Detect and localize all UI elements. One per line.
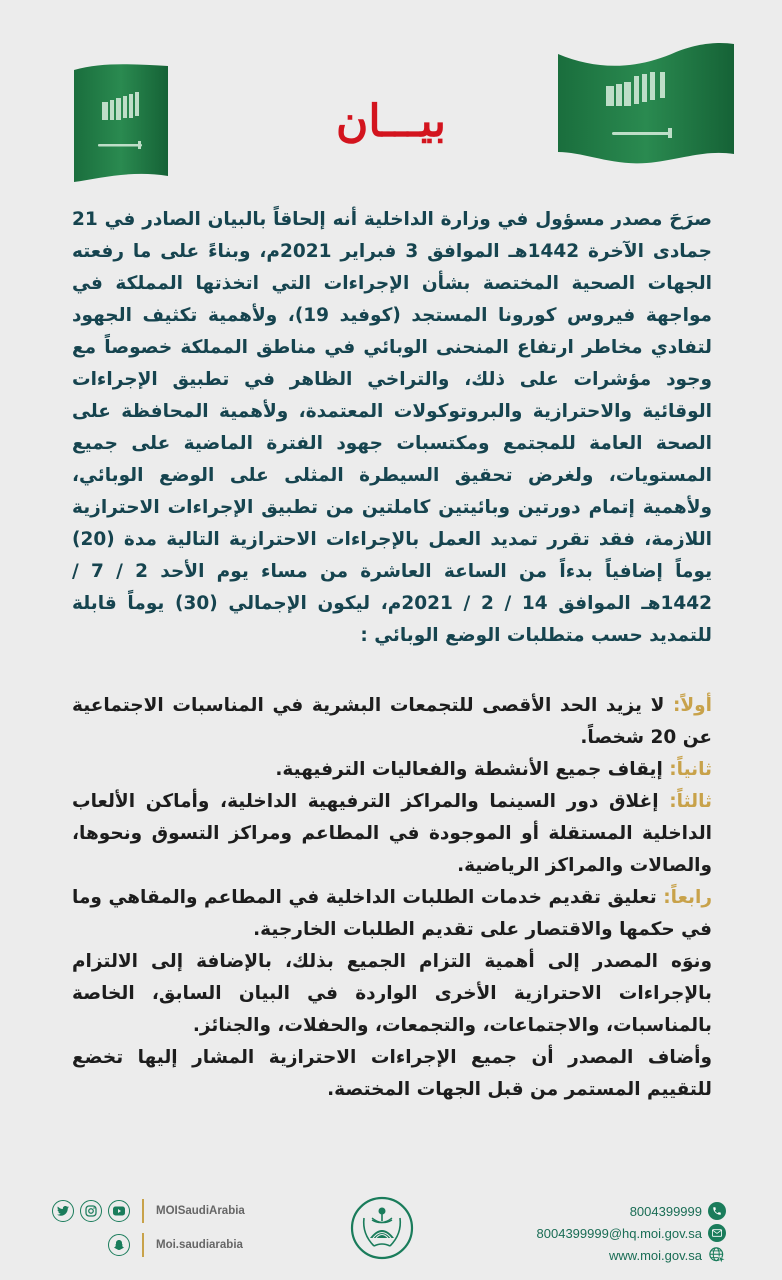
statement-note-evaluation: وأضاف المصدر أن جميع الإجراءات الاحترازية المشار إليها تخضع للتقييم المستمر من قبل الجهات المختصة. xyxy=(72,1047,712,1100)
measure-text: لا يزيد الحد الأقصى للتجمعات البشرية في المناسبات الاجتماعية عن 20 شخصاً. xyxy=(72,695,712,748)
measure-item-2 xyxy=(72,754,712,786)
contact-website xyxy=(537,1244,726,1266)
measure-text: إيقاف جميع الأنشطة والفعاليات الترفيهية. xyxy=(275,759,670,780)
measure-item-3 xyxy=(72,786,712,882)
measure-item-4 xyxy=(72,882,712,946)
social-handle[interactable]: Moi.saudiarabia xyxy=(156,1239,243,1251)
globe-icon xyxy=(708,1246,726,1264)
measure-text: تعليق تقديم خدمات الطلبات الداخلية في المطاعم والمقاهي وما في حكمها والاقتصار على تقديم الطلبات الخارجية. xyxy=(72,887,712,940)
measure-label: رابعاً: xyxy=(663,887,712,908)
email-address[interactable]: 8004399999@hq.moi.gov.sa xyxy=(536,1225,702,1241)
measure-label: ثالثاً: xyxy=(669,791,712,812)
social-handle[interactable]: MOISaudiArabia xyxy=(156,1205,245,1217)
divider xyxy=(142,1199,144,1223)
phone-number[interactable]: 8004399999 xyxy=(629,1203,702,1219)
statement-intro: صرَحَ مصدر مسؤول في وزارة الداخلية أنه إلحاقاً بالبيان الصادر في 21 جمادى الآخرة 1442هـ الموافق 3 فبراير 2021م، وبناءً على ما رفعته الجهات الصحية المختصة بشأن الإجراءات التي اتخذتها المملكة في مواجهة فيروس كورونا المستجد (كوفيد 19)، ولأهمية تكثيف الجهود لتفادي مخاطر ارتفاع المنحنى الوبائي في مناطق المملكة خصوصاً مع وجود مؤشرات على ذلك، والتراخي الظاهر في تطبيق الإجراءات الوقائية والاحترازية والبروتوكولات المعتمدة، ولأهمية المحافظة على الصحة العامة للمجتمع ومكتسبات جهود الفترة الماضية على جميع المستويات، ولغرض تحقيق السيطرة المثلى على الوضع الوبائي، ولأهمية إتمام دورتين وبائيتين كاملتين من تطبيق الإجراءات الاحترازية اللازمة، فقد تقرر تمديد العمل بالإجراءات الاحترازية التالية مدة (20) يوماً إضافياً بدءاً من الساعة العاشرة من مساء يوم الأحد 2 / 7 / 1442هـ الموافق 14 / 2 / 2021م، ليكون الإجمالي (30) يوماً قابلة للتمديد حسب متطلبات الوضع الوبائي : xyxy=(72,209,713,646)
social-links xyxy=(48,1196,245,1264)
instagram-icon[interactable] xyxy=(80,1200,102,1222)
contact-info xyxy=(537,1200,726,1266)
contact-email xyxy=(537,1222,726,1244)
measure-item-1 xyxy=(72,690,712,754)
statement-body xyxy=(72,204,712,1106)
page-title: بيـــان xyxy=(336,96,446,147)
statement-note-compliance: ونوَه المصدر إلى أهمية التزام الجميع بذلك، بالإضافة إلى الالتزام بالإجراءات الاحترازية الأخرى الواردة في البيان السابق، الخاصة بالمناسبات، والاجتماعات، والتجمعات، والحفلات، والجنائز. xyxy=(72,951,712,1036)
social-row-main xyxy=(48,1196,245,1226)
contact-phone xyxy=(537,1200,726,1222)
snapchat-icon[interactable] xyxy=(108,1234,130,1256)
email-icon xyxy=(708,1224,726,1242)
divider xyxy=(142,1233,144,1257)
measure-text: إغلاق دور السينما والمراكز الترفيهية الداخلية، وأماكن الألعاب الداخلية المستقلة أو الموجودة في المطاعم ومراكز التسوق ونحوها، والصالات والمراكز الرياضية. xyxy=(72,791,712,876)
phone-icon xyxy=(708,1202,726,1220)
website-link[interactable]: www.moi.gov.sa xyxy=(609,1247,702,1263)
measure-label: أولاً: xyxy=(672,695,712,716)
measure-label: ثانياً: xyxy=(669,759,712,780)
social-row-snapchat xyxy=(48,1230,245,1260)
youtube-icon[interactable] xyxy=(108,1200,130,1222)
moi-emblem-logo xyxy=(350,1196,414,1260)
twitter-icon[interactable] xyxy=(52,1200,74,1222)
